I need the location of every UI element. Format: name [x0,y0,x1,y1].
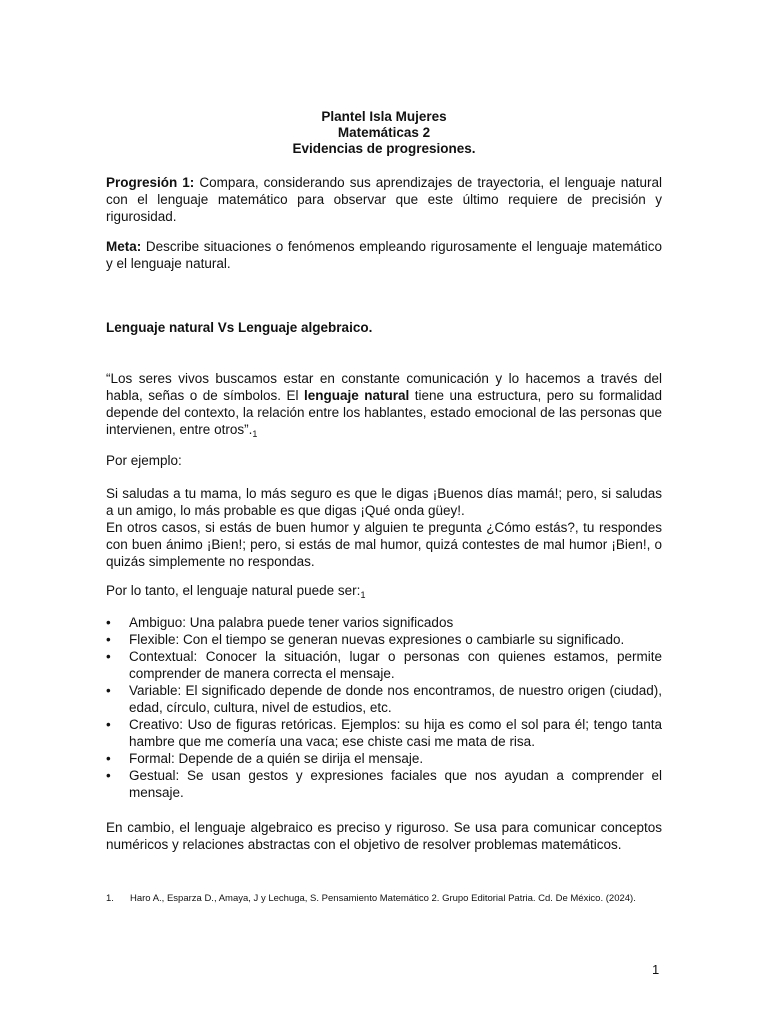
section-title: Lenguaje natural Vs Lenguaje algebraico. [106,320,373,335]
list-item: • Variable: El significado depende de donde nos encontramos, de nuestro origen (ciudad), edad, círculo, cultura, nivel de estudios, etc. [106,683,662,715]
bullet-icon: • [106,717,111,732]
example-1: Si saludas a tu mama, lo más seguro es que le digas ¡Buenos días mamá!; pero, si saludas a un amigo, lo más probable es que digas ¡Qué onda güey!. [106,486,662,518]
course-name: Matemáticas 2 [337,125,431,140]
example-paragraph [106,485,662,570]
bullet-icon: • [106,615,111,630]
footnote-number: 1. [106,893,114,904]
quote-bold-term: lenguaje natural [303,388,410,403]
list-item: • Formal: Depende de a quién se dirija el mensaje. [106,751,424,766]
bullet-icon: • [106,632,111,647]
conclusion-paragraph: En cambio, el lenguaje algebraico es preciso y riguroso. Se usa para comunicar conceptos numéricos y relaciones abstractas con el objetivo de resolver problemas matemáticos. [106,820,662,852]
progresion-text: Compara, considerando sus aprendizajes de trayectoria, el lenguaje natural con el lenguaje matemático para observar que este último requiere de precisión y rigurosidad. [106,175,662,224]
list-intro-text: Por lo tanto, el lenguaje natural puede ser: [106,583,361,598]
list-intro [106,582,662,604]
bullet-icon: • [106,683,111,698]
footnote [106,893,706,905]
characteristics-list [106,614,662,801]
meta-text: Describe situaciones o fenómenos empleando rigurosamente el lenguaje matemático y el lenguaje natural. [106,239,662,271]
footnote-text: Haro A., Esparza D., Amaya, J y Lechuga, S. Pensamiento Matemático 2. Grupo Editorial Patria. Cd. De México. (2024). [130,893,636,904]
list-item: • Gestual: Se usan gestos y expresiones faciales que nos ayudan a comprender el mensaje. [106,768,662,800]
page-number: 1 [652,962,660,977]
document-header [0,109,768,157]
example-intro: Por ejemplo: [106,453,182,468]
quote-before: “Los seres vivos buscamos estar en constante comunicación y lo hacemos a través del habla, señas o de símbolos. El [106,371,662,403]
quote-reference: 1 [252,429,258,439]
bullet-icon: • [106,649,111,664]
progresion-label: Progresión 1: [106,175,195,190]
list-intro-reference: 1 [360,590,366,600]
list-item: • Ambiguo: Una palabra puede tener varios significados [106,615,454,630]
document-title: Evidencias de progresiones. [292,141,476,156]
list-item: • Flexible: Con el tiempo se generan nuevas expresiones o cambiarle su significado. [106,632,625,647]
quote-after: tiene una estructura, pero su formalidad depende del contexto, la relación entre los hablantes, estado emocional de las personas que intervienen, entre otros”. [106,388,663,437]
quote-paragraph [106,370,662,443]
example-2: En otros casos, si estás de buen humor y alguien te pregunta ¿Cómo estás?, tu respondes con buen ánimo ¡Bien!; pero, si estás de mal humor, quizá contestes de mal humor ¡Bien!, o quizás simplemente no respondas. [106,520,662,569]
list-item: • Creativo: Uso de figuras retóricas. Ejemplos: su hija es como el sol para él; tengo tanta hambre que me comería una vaca; ese chiste casi me mata de risa. [106,717,662,749]
bullet-icon: • [106,768,111,783]
meta-label: Meta: [106,239,142,254]
bullet-icon: • [106,751,111,766]
list-item: • Contextual: Conocer la situación, lugar o personas con quienes estamos, permite comprender de manera correcta el mensaje. [106,649,662,681]
meta-paragraph [106,238,662,272]
school-name: Plantel Isla Mujeres [321,109,447,124]
progresion-paragraph [106,174,662,225]
